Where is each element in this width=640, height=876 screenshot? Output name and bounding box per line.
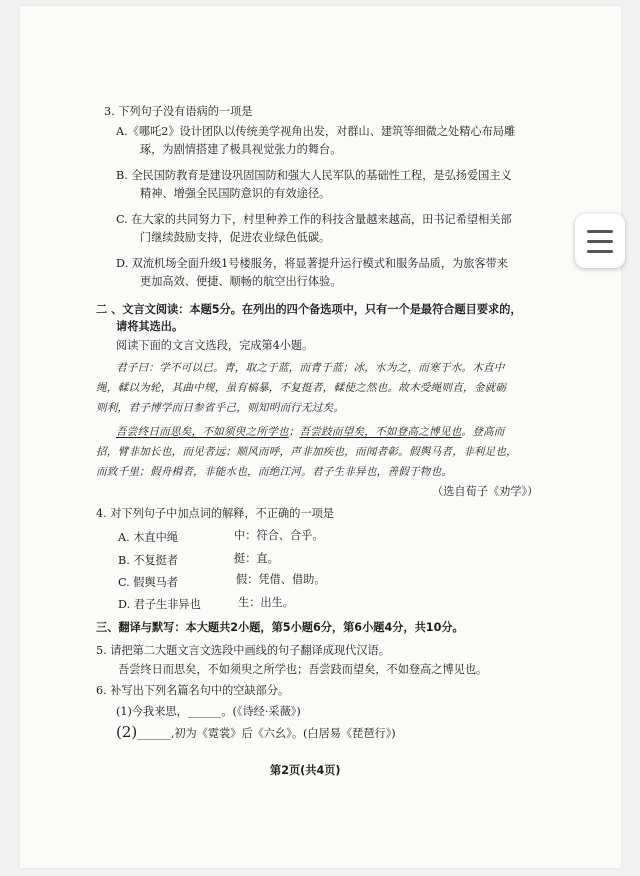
q4-option-b: B. 不复挺者: [118, 554, 179, 567]
passage-p1-line3: 则利，君子博学而日参省乎己，则知明而行无过矣。: [96, 402, 345, 414]
q4-option-a-gloss: 中：符合、合乎。: [234, 529, 324, 542]
section2-heading-line1: 二 、文言文阅读：本题5分。在列出的四个备选项中，只有一个是最符合题目要求的，: [96, 303, 522, 316]
exam-page: [20, 6, 621, 868]
q3-option-d-line1: D. 双流机场全面升级1号楼服务，将显著提升运行模式和服务品质，为旅客带来: [116, 257, 508, 270]
section2-intro: 阅读下面的文言文选段，完成第4小题。: [116, 339, 314, 352]
passage-p1-line2: 绳，輮以为轮，其曲中规，虽有槁暴，不复挺者，輮使之然也。故木受绳则直，金就砺: [96, 382, 507, 394]
period: 。: [461, 426, 473, 438]
hamburger-icon-line-2: [587, 240, 613, 243]
q4-option-b-gloss: 挺：直。: [234, 552, 279, 565]
passage-p2-tail: 登高而: [472, 426, 505, 438]
page-number: 第2页(共4页): [270, 764, 341, 777]
q6-item1: (1)今我来思，______。(《诗经·采薇》): [116, 705, 301, 718]
q4-stem: 4. 对下列句子中加点词的解释，不正确的一项是: [96, 507, 334, 520]
q5-sentence: 吾尝终日而思矣，不如须臾之所学也；吾尝跂而望矣，不如登高之博见也。: [118, 663, 488, 676]
q3-option-c-line2: 门继续鼓励支持，促进农业绿色低碳。: [140, 231, 331, 244]
hamburger-icon: [587, 230, 613, 233]
underlined-sentence-1: 吾尝终日而思矣，不如须臾之所学也: [116, 426, 289, 438]
q6-item2: [116, 724, 396, 742]
menu-button[interactable]: [575, 214, 625, 268]
passage-p1-line1: 君子曰：学不可以已。青，取之于蓝，而青于蓝；冰，水为之，而寒于水。木直中: [116, 362, 505, 374]
q6-stem: 6. 补写出下列名篇名句中的空缺部分。: [96, 684, 290, 697]
passage-p2-line2: 招，臂非加长也，而见者远；顺风而呼，声非加疾也，而闻者彰。假舆马者，非利足也，: [96, 446, 517, 458]
passage-source: （选自荀子《劝学》）: [432, 485, 539, 498]
q3-option-b-line1: B. 全民国防教育是建设巩固国防和强大人民军队的基础性工程，是弘扬爱国主义: [116, 169, 512, 182]
q3-option-a-line2: 琢，为剧情搭建了极具视觉张力的舞台。: [140, 143, 342, 156]
q3-option-c-line1: C. 在大家的共同努力下，村里种养工作的科技含量越来越高，田书记希望相关部: [116, 213, 512, 226]
q4-option-a: A. 木直中绳: [118, 531, 178, 544]
passage-p2-line3: 而致千里；假舟楫者，非能水也，而绝江河。君子生非异也，善假于物也。: [96, 466, 453, 478]
section3-heading: 三、翻译与默写：本大题共2小题，第5小题6分，第6小题4分，共10分。: [96, 621, 464, 634]
q4-option-d-gloss: 生：出生。: [238, 596, 294, 609]
q3-stem: 3. 下列句子没有语病的一项是: [104, 105, 253, 118]
q5-stem: 5. 请把第二大题文言文选段中画线的句子翻译成现代汉语。: [96, 644, 390, 657]
q3-option-a-line1: A.《哪吒2》设计团队以传统美学视角出发，对群山、建筑等细微之处精心布局雕: [116, 125, 516, 138]
passage-p2-line1: [116, 424, 505, 440]
q3-option-b-line2: 精神、增强全民国防意识的有效途径。: [140, 187, 331, 200]
q4-option-c-gloss: 假：凭借、借助。: [236, 573, 326, 586]
semicolon: ；: [288, 426, 300, 438]
underlined-sentence-2: 吾尝跂而望矣，不如登高之博见也: [299, 426, 462, 438]
section2-heading-line2: 请将其选出。: [116, 320, 184, 333]
hamburger-icon-line-3: [587, 250, 613, 253]
q4-option-d: D. 君子生非异也: [118, 598, 201, 611]
q4-option-c: C. 假舆马者: [118, 576, 179, 589]
q6-item2-number: (2): [116, 723, 138, 741]
q3-option-d-line2: 更加高效、便捷、顺畅的航空出行体验。: [140, 275, 342, 288]
q6-item2-text: ______,初为《霓裳》后《六幺》。(白居易《琵琶行》): [137, 727, 396, 740]
